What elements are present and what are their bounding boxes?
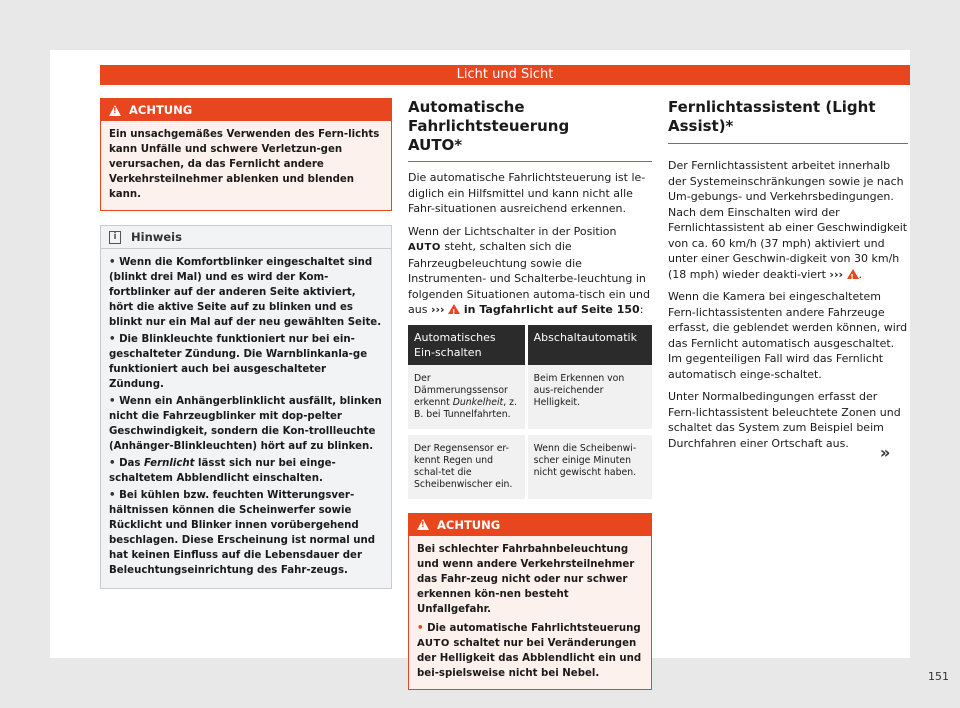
table-header: Abschaltautomatik — [526, 325, 652, 365]
paragraph: Wenn die Kamera bei eingeschaltetem Fern-lichtassistenten andere Fahrzeuge erfasst, die geblendet werden können, wird das Fernlicht automatisch ausgeschaltet. Im gegenteiligen Fall wird das Fernlicht automatisch einge-schaltet. — [668, 290, 908, 381]
warning-header — [409, 514, 651, 536]
paragraph: Wenn der Lichtschalter in der Position AUTO steht, schalten sich die Fahrzeugbeleuchtung sowie die Instrumenten- und Schalterbe-leuchtung in folgenden Situationen automa-tisch ein und aus ››› ! in Tagfahrlicht auf Seite 150: — [408, 224, 652, 318]
column-left — [100, 98, 392, 589]
section-heading — [408, 98, 652, 162]
hint-item: • Die Blinkleuchte funktioniert nur bei ein-geschalteter Zündung. Die Warnblinkanla-ge funktioniert auch bei ausgeschalteter Zündung. — [109, 334, 368, 390]
hint-item: • Bei kühlen bzw. feuchten Witterungsver-hältnissen können die Scheinwerfer sowie Rücklicht und Blinker innen vorübergehend beschlagen. Diese Erscheinung ist normal und hat keinen Einfluss auf die Lebensdauer der Beleuchtungseinrichtung des Fahr-zeugs. — [109, 490, 376, 576]
table-row — [408, 365, 652, 432]
hint-header — [101, 226, 391, 249]
warning-item: • Die automatische Fahrlichtsteuerung AUTO schaltet nur bei Veränderungen der Helligkeit das Abblendlicht ein und bei-spielsweise nicht bei Nebel. — [417, 622, 642, 679]
table-cell: Beim Erkennen von aus-reichender Helligkeit. — [526, 365, 652, 432]
warning-icon — [847, 269, 859, 279]
warning-body — [409, 536, 651, 689]
warning-label: ACHTUNG — [437, 517, 501, 532]
chapter-header: Licht und Sicht — [100, 65, 910, 85]
section-title: Automatische Fahrlichtsteuerung AUTO* — [408, 98, 570, 154]
warning-icon — [109, 105, 121, 116]
hint-body — [101, 249, 391, 588]
page-number: 151 — [928, 670, 949, 683]
auto-tag: AUTO — [408, 242, 441, 253]
warning-text: Ein unsachgemäßes Verwenden des Fern-lichts kann Unfälle und schwere Verletzun-gen verursachen, da das Fernlicht andere Verkehrsteilnehmer ablenken und blenden kann. — [109, 129, 380, 200]
warning-text: Bei schlechter Fahrbahnbeleuchtung und wenn andere Verkehrsteilnehmer das Fahr-zeug nicht oder nur schwer erkennen kön-nen besteht Unfallgefahr. — [417, 543, 635, 615]
page — [50, 50, 949, 683]
paragraph: Die automatische Fahrlichtsteuerung ist le-diglich ein Hilfsmittel und kann nicht alle Fahr-situationen ausreichend erkennen. — [408, 171, 646, 215]
table-cell: Der Dämmerungssensor erkennt Dunkelheit, z. B. bei Tunnelfahrten. — [408, 365, 526, 432]
info-icon: i — [109, 231, 121, 244]
section-title: Fernlichtassistent (Light Assist)* — [668, 98, 876, 135]
auto-tag: AUTO — [417, 637, 450, 649]
paragraph: Der Fernlichtassistent arbeitet innerhalb der Systemeinschränkungen sowie je nach Um-gebungs- und Verkehrsbedingungen. Nach dem Einschalten wird der Fernlichtassistent ab einer Geschwindigkeit von ca. 60 km/h (37 mph) aktiviert und unter einer Geschwin-digkeit von 30 km/h (18 mph) wieder deakti-viert ››› ! . — [668, 158, 908, 282]
cross-reference-link[interactable]: in Tagfahrlicht auf Seite 150 — [460, 303, 640, 316]
table-cell: Der Regensensor er-kennt Regen und schal-tet die Scheibenwischer ein. — [408, 432, 526, 502]
paragraph: Unter Normalbedingungen erfasst der Fern-lichtassistent beleuchtete Zonen und schaltet das System zum Beispiel beim Durchfahren einer Ortschaft aus. — [668, 390, 901, 450]
column-middle — [408, 98, 652, 690]
hint-box — [100, 225, 392, 589]
table-cell: Wenn die Scheibenwi-scher einige Minuten nicht gewischt haben. — [526, 432, 652, 502]
table-row — [408, 432, 652, 502]
continue-marker: » — [880, 443, 891, 462]
warning-box — [408, 513, 652, 690]
hint-label: Hinweis — [131, 230, 182, 244]
light-control-table — [408, 325, 652, 505]
hint-item: • Wenn ein Anhängerblinklicht ausfällt, blinken nicht die Fahrzeugblinker mit dop-pelter Geschwindigkeit, sondern die Kon-trollleuchte (Anhänger-Blinkleuchten) hört auf zu blinken. — [109, 396, 382, 452]
table-header: Automatisches Ein-schalten — [408, 325, 526, 365]
warning-icon — [448, 304, 460, 314]
warning-box — [100, 98, 392, 211]
hint-item: • Wenn die Komfortblinker eingeschaltet sind (blinkt drei Mal) und es wird der Kom-fortblinker auf der anderen Seite aktiviert, hört die aktive Seite auf zu blinken und es blinkt nur ein Mal auf der neu gewählten Seite. — [109, 257, 382, 328]
hint-item: • Das Fernlicht lässt sich nur bei einge-schaltetem Abblendlicht einschalten. — [109, 458, 336, 484]
section-heading — [668, 98, 908, 144]
warning-header — [101, 99, 391, 121]
warning-icon — [417, 519, 429, 530]
column-right — [668, 98, 908, 458]
warning-label: ACHTUNG — [129, 103, 193, 117]
